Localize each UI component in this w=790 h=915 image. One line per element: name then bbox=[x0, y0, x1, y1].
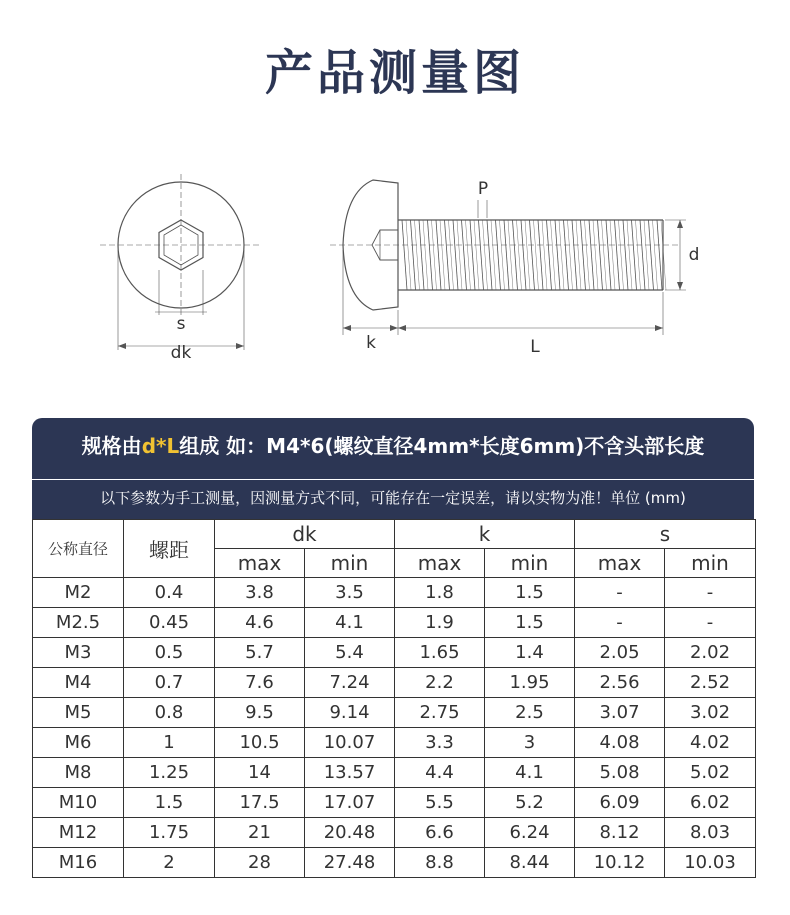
spec-table bbox=[32, 519, 756, 878]
table-cell: 5.4 bbox=[305, 638, 395, 668]
header-k: k bbox=[395, 520, 575, 549]
table-cell: 0.45 bbox=[124, 608, 215, 638]
table-cell: 2.2 bbox=[395, 668, 485, 698]
screw-measurement-diagram bbox=[0, 170, 790, 370]
header-s-min: min bbox=[665, 549, 756, 578]
table-cell: - bbox=[665, 608, 756, 638]
table-cell: 6.09 bbox=[575, 788, 665, 818]
table-cell: 0.4 bbox=[124, 578, 215, 608]
table-cell: 1.8 bbox=[395, 578, 485, 608]
header-dk-max: max bbox=[215, 549, 305, 578]
table-cell: M8 bbox=[33, 758, 124, 788]
table-cell: 1.25 bbox=[124, 758, 215, 788]
spec-format-note bbox=[32, 430, 754, 459]
table-cell: 6.02 bbox=[665, 788, 756, 818]
table-cell: 0.8 bbox=[124, 698, 215, 728]
table-cell: 1.65 bbox=[395, 638, 485, 668]
table-cell: 5.08 bbox=[575, 758, 665, 788]
table-cell: 1.95 bbox=[485, 668, 575, 698]
dk-dimension-label: dk bbox=[170, 343, 192, 363]
header-dk: dk bbox=[215, 520, 395, 549]
table-cell: 4.6 bbox=[215, 608, 305, 638]
table-cell: 5.5 bbox=[395, 788, 485, 818]
table-cell: M12 bbox=[33, 818, 124, 848]
table-row bbox=[33, 818, 756, 848]
table-cell: 10.12 bbox=[575, 848, 665, 878]
table-cell: 2.75 bbox=[395, 698, 485, 728]
header-s-max: max bbox=[575, 549, 665, 578]
spec-banner bbox=[32, 418, 754, 520]
table-cell: - bbox=[665, 578, 756, 608]
table-cell: 8.03 bbox=[665, 818, 756, 848]
measurement-disclaimer: 以下参数为手工测量，因测量方式不同，可能存在一定误差，请以实物为准！单位 (mm) bbox=[100, 489, 686, 507]
table-cell: 28 bbox=[215, 848, 305, 878]
thread-lines bbox=[402, 220, 666, 290]
table-cell: 10.03 bbox=[665, 848, 756, 878]
table-cell: M6 bbox=[33, 728, 124, 758]
table-cell: 6.6 bbox=[395, 818, 485, 848]
table-cell: 1.75 bbox=[124, 818, 215, 848]
page-title: 产品测量图 bbox=[264, 45, 525, 101]
table-cell: 5.2 bbox=[485, 788, 575, 818]
table-cell: 1.5 bbox=[485, 578, 575, 608]
table-cell: 7.24 bbox=[305, 668, 395, 698]
spec-format-prefix: 规格由 bbox=[81, 434, 142, 458]
table-row bbox=[33, 638, 756, 668]
table-cell: M2 bbox=[33, 578, 124, 608]
table-cell: 1.9 bbox=[395, 608, 485, 638]
s-dimension-label: s bbox=[176, 314, 186, 334]
table-cell: M10 bbox=[33, 788, 124, 818]
table-cell: 2.05 bbox=[575, 638, 665, 668]
table-cell: M4 bbox=[33, 668, 124, 698]
table-cell: 3.02 bbox=[665, 698, 756, 728]
table-cell: 3.5 bbox=[305, 578, 395, 608]
table-row bbox=[33, 728, 756, 758]
table-cell: 4.08 bbox=[575, 728, 665, 758]
spec-format-suffix: 组成 如：M4*6(螺纹直径4mm*长度6mm)不含头部长度 bbox=[179, 434, 705, 458]
table-cell: 17.07 bbox=[305, 788, 395, 818]
table-cell: 13.57 bbox=[305, 758, 395, 788]
table-row bbox=[33, 758, 756, 788]
header-pitch: 螺距 bbox=[124, 520, 215, 578]
table-cell: 8.44 bbox=[485, 848, 575, 878]
table-row bbox=[33, 788, 756, 818]
table-cell: - bbox=[575, 578, 665, 608]
table-cell: 3.07 bbox=[575, 698, 665, 728]
table-cell: - bbox=[575, 608, 665, 638]
table-cell: 2 bbox=[124, 848, 215, 878]
table-row bbox=[33, 608, 756, 638]
table-cell: 2.56 bbox=[575, 668, 665, 698]
table-cell: 14 bbox=[215, 758, 305, 788]
table-cell: 1.5 bbox=[485, 608, 575, 638]
p-dimension-label: P bbox=[477, 179, 489, 199]
table-cell: 20.48 bbox=[305, 818, 395, 848]
table-cell: 7.6 bbox=[215, 668, 305, 698]
table-cell: M5 bbox=[33, 698, 124, 728]
table-cell: 10.07 bbox=[305, 728, 395, 758]
table-cell: 5.02 bbox=[665, 758, 756, 788]
l-dimension-label: L bbox=[530, 337, 540, 357]
table-cell: 9.5 bbox=[215, 698, 305, 728]
table-cell: 8.8 bbox=[395, 848, 485, 878]
screw-side-view bbox=[330, 180, 680, 310]
table-cell: 1.5 bbox=[124, 788, 215, 818]
table-cell: 4.02 bbox=[665, 728, 756, 758]
table-cell: 5.7 bbox=[215, 638, 305, 668]
table-cell: 4.4 bbox=[395, 758, 485, 788]
table-cell: 2.52 bbox=[665, 668, 756, 698]
table-cell: 27.48 bbox=[305, 848, 395, 878]
table-row bbox=[33, 668, 756, 698]
table-cell: 1.4 bbox=[485, 638, 575, 668]
table-cell: 1 bbox=[124, 728, 215, 758]
table-cell: 10.5 bbox=[215, 728, 305, 758]
header-k-min: min bbox=[485, 549, 575, 578]
header-nominal-diameter: 公称直径 bbox=[33, 520, 124, 578]
table-cell: 9.14 bbox=[305, 698, 395, 728]
k-dimension-label: k bbox=[366, 333, 376, 353]
table-cell: 4.1 bbox=[305, 608, 395, 638]
d-dimension-label: d bbox=[688, 245, 700, 265]
table-header-row bbox=[33, 520, 756, 549]
header-dk-min: min bbox=[305, 549, 395, 578]
banner-divider bbox=[32, 479, 754, 480]
table-row bbox=[33, 848, 756, 878]
table-body bbox=[33, 578, 756, 878]
table-cell: M3 bbox=[33, 638, 124, 668]
table-cell: 3.8 bbox=[215, 578, 305, 608]
table-cell: 17.5 bbox=[215, 788, 305, 818]
table-row bbox=[33, 578, 756, 608]
table-cell: 2.5 bbox=[485, 698, 575, 728]
table-cell: M16 bbox=[33, 848, 124, 878]
table-cell: 8.12 bbox=[575, 818, 665, 848]
table-cell: 3 bbox=[485, 728, 575, 758]
header-s: s bbox=[575, 520, 756, 549]
table-cell: 3.3 bbox=[395, 728, 485, 758]
header-k-max: max bbox=[395, 549, 485, 578]
table-cell: 0.5 bbox=[124, 638, 215, 668]
table-row bbox=[33, 698, 756, 728]
table-cell: 2.02 bbox=[665, 638, 756, 668]
table-cell: 21 bbox=[215, 818, 305, 848]
table-cell: 0.7 bbox=[124, 668, 215, 698]
table-cell: M2.5 bbox=[33, 608, 124, 638]
spec-format-highlight: d*L bbox=[141, 434, 180, 458]
table-cell: 6.24 bbox=[485, 818, 575, 848]
table-cell: 4.1 bbox=[485, 758, 575, 788]
